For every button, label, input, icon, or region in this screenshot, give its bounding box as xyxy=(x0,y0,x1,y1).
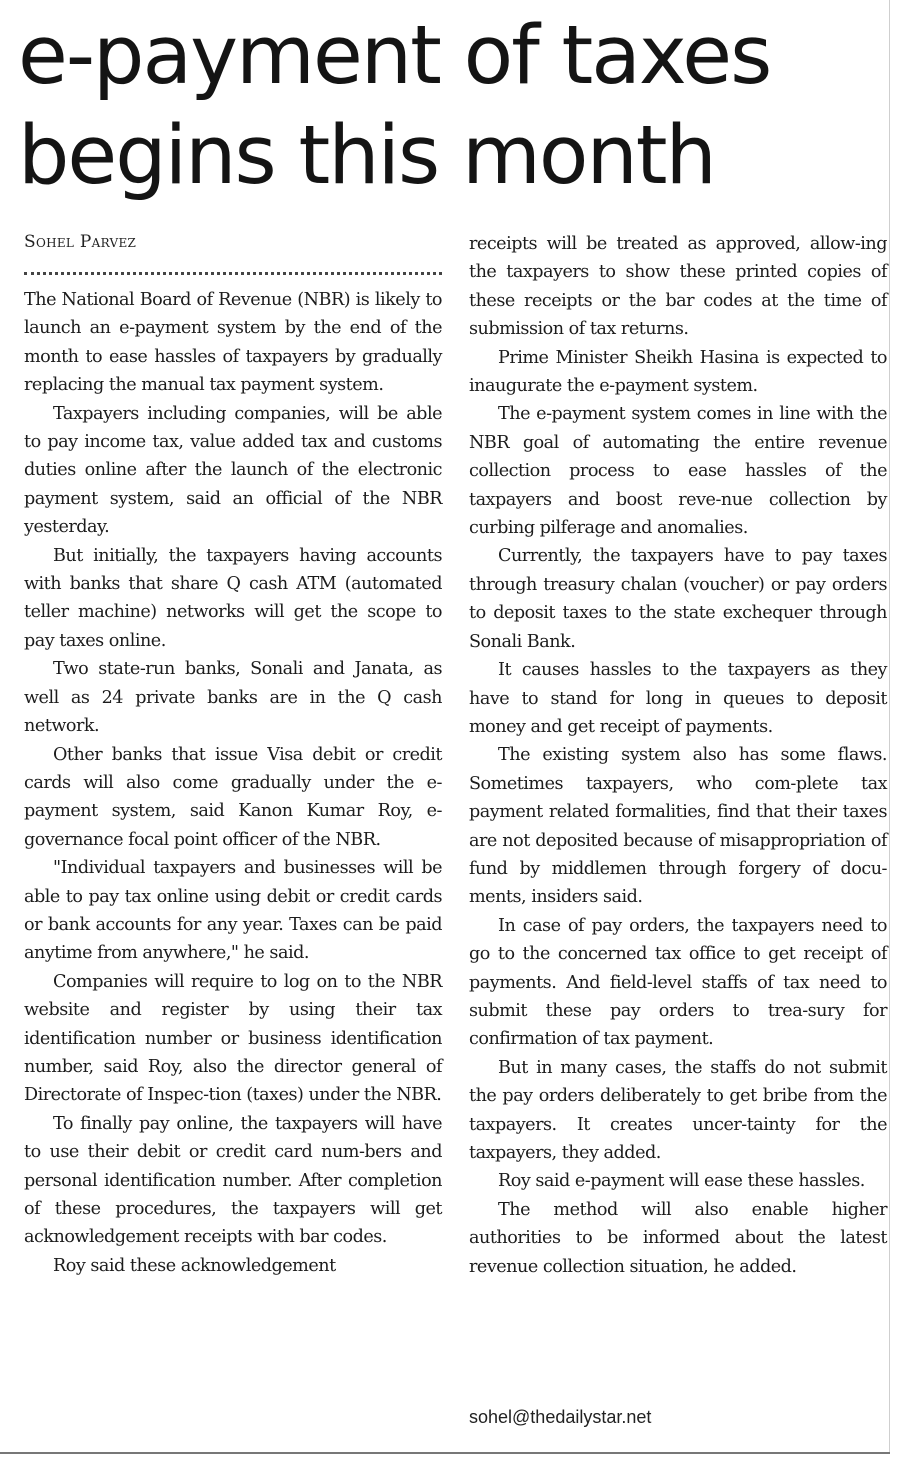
paragraph: The method will also enable higher authorities to be informed about the latest revenue collection situation, he added. xyxy=(469,1199,887,1277)
paragraph: Taxpayers including companies, will be able to pay income tax, value added tax and customs duties online after the launch of the electronic payment system, said an official of the NBR yesterday. xyxy=(24,403,442,538)
paragraph: Currently, the taxpayers have to pay taxes through treasury chalan (voucher) or pay orders to deposit taxes to the state exchequer through Sonali Bank. xyxy=(469,546,887,652)
paragraph: Prime Minister Sheikh Hasina is expected to inaugurate the e-payment system. xyxy=(469,347,887,397)
paragraph: But initially, the taxpayers having accounts with banks that share Q cash ATM (automated teller machine) networks will get the scope to pay taxes online. xyxy=(24,545,442,651)
article-column-left xyxy=(24,286,442,1280)
paragraph: To finally pay online, the taxpayers will have to use their debit or credit card num-bers and personal identification number. After completion of these procedures, the taxpayers will get acknowledgement receipts with bar codes. xyxy=(24,1113,442,1248)
edge-rule xyxy=(889,0,890,1452)
paragraph: Roy said these acknowledgement xyxy=(53,1255,336,1276)
paragraph: The existing system also has some flaws. Sometimes taxpayers, who com-plete tax payment related formalities, find that their taxes are not deposited because of misappropriation of fund by middlemen through forgery of docu-ments, insiders said. xyxy=(469,745,887,908)
paragraph: It causes hassles to the taxpayers as they have to stand for long in queues to deposit money and get receipt of payments. xyxy=(469,660,887,737)
headline-line-1: e-payment of taxes xyxy=(18,9,771,103)
paragraph: Two state-run banks, Sonali and Janata, as well as 24 private banks are in the Q cash network. xyxy=(24,659,442,737)
paragraph: In case of pay orders, the taxpayers need to go to the concerned tax office to get receipt of payments. And field-level staffs of tax need to submit these pay orders to trea-sury for confirmation of tax payment. xyxy=(469,915,887,1050)
paragraph: Companies will require to log on to the NBR website and register by using their tax identification number or business identification number, said Roy, also the director general of Directorate of Inspec-tion (taxes) under the NBR. xyxy=(24,971,442,1106)
paragraph: "Individual taxpayers and businesses will be able to pay tax online using debit or credit cards or bank accounts for any year. Taxes can be paid anytime from anywhere," he said. xyxy=(24,858,442,964)
paragraph: Roy said e-payment will ease these hassles. xyxy=(498,1171,865,1192)
paragraph: receipts will be treated as approved, allow-ing the taxpayers to show these printed copies of these receipts or the bar codes at the time of submission of tax returns. xyxy=(469,234,887,340)
headline xyxy=(18,6,878,206)
paragraph: The National Board of Revenue (NBR) is likely to launch an e-payment system by the end of the month to ease hassles of taxpayers by gradually replacing the manual tax payment system. xyxy=(24,290,442,396)
dotted-divider xyxy=(24,272,442,275)
paragraph: The e-payment system comes in line with the NBR goal of automating the entire revenue collection process to ease hassles of the taxpayers and boost reve-nue collection by curbing pilferage and anomalies. xyxy=(469,404,887,539)
paragraph: But in many cases, the staffs do not submit the pay orders deliberately to get bribe from the taxpayers. It creates uncer-tainty for the taxpayers, they added. xyxy=(469,1057,887,1163)
article-column-right xyxy=(469,230,887,1281)
bottom-rule xyxy=(0,1452,890,1454)
headline-line-2: begins this month xyxy=(18,109,715,203)
byline: Sohel Parvez xyxy=(24,232,137,252)
author-email: sohel@thedailystar.net xyxy=(469,1407,652,1427)
paragraph: Other banks that issue Visa debit or credit cards will also come gradually under the e-payment system, said Kanon Kumar Roy, e-governance focal point officer of the NBR. xyxy=(24,744,442,850)
